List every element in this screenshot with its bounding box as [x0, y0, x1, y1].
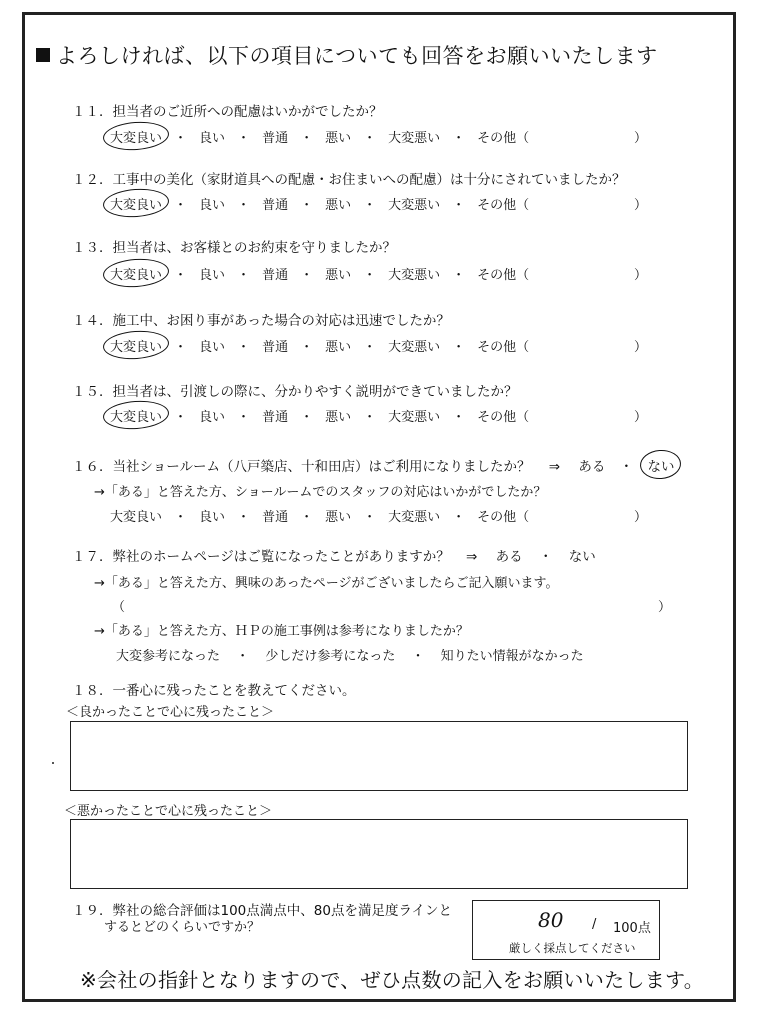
q17-option-no-info[interactable]: 知りたい情報がなかった — [440, 649, 584, 664]
q15-paren-close: ） — [634, 410, 648, 425]
q17-option-slightly-helpful[interactable]: 少しだけ参考になった — [265, 649, 396, 664]
q13-option-very-bad[interactable]: 大変悪い — [388, 268, 441, 283]
q17-label: １７．弊社のホームページはご覧になったことがありますか？ — [72, 549, 450, 565]
q14-paren-close: ） — [634, 340, 648, 355]
q15-option-good[interactable]: 良い — [199, 410, 226, 425]
q14-option-very-bad[interactable]: 大変悪い — [388, 340, 441, 355]
q15-option-other[interactable]: その他（ — [477, 410, 530, 425]
question-18: １８．一番心に残ったことを教えてください。 — [72, 683, 356, 699]
q16-option-no-selected[interactable]: ない — [647, 455, 674, 475]
q17-paren-close: ） — [658, 600, 672, 615]
q18-good-textbox[interactable] — [70, 721, 688, 791]
q13-options: 大変良い ・ 良い ・ 普通 ・ 悪い ・ 大変悪い ・ その他（ ） — [110, 264, 529, 283]
q12-option-very-bad[interactable]: 大変悪い — [388, 198, 441, 213]
q13-option-bad[interactable]: 悪い — [325, 268, 352, 283]
q13-option-normal[interactable]: 普通 — [262, 268, 289, 283]
question-17: １７．弊社のホームページはご覧になったことがありますか？ ⇒ ある ・ ない — [72, 549, 596, 565]
q17-followup2: →「ある」と答えた方、ＨＰの施工事例は参考になりましたか？ — [94, 624, 469, 639]
q12-paren-close: ） — [634, 198, 648, 213]
header-text: よろしければ、以下の項目についても回答をお願いいたします — [56, 44, 658, 68]
q18-bad-textbox[interactable] — [70, 819, 688, 889]
q14-option-bad[interactable]: 悪い — [325, 340, 352, 355]
q15-option-very-good-selected[interactable]: 大変良い — [110, 406, 162, 425]
q17-paren-open: （ — [112, 600, 126, 615]
square-bullet-icon — [36, 48, 50, 62]
q14-option-very-good-selected[interactable]: 大変良い — [110, 336, 162, 355]
q12-option-other[interactable]: その他（ — [477, 198, 530, 213]
q16-label: １６．当社ショールーム（八戸築店、十和田店）はご利用になりましたか？ — [72, 459, 531, 475]
footer-note: ※会社の指針となりますので、ぜひ点数の記入をお願いいたします。 — [80, 968, 705, 992]
q16-option-bad[interactable]: 悪い — [325, 510, 352, 525]
q16-paren-close: ） — [634, 510, 648, 525]
q11-options: 大変良い ・ 良い ・ 普通 ・ 悪い ・ 大変悪い ・ その他（ ） — [110, 127, 529, 146]
score-value[interactable]: 80 — [538, 908, 564, 932]
q13-option-very-good-selected[interactable]: 大変良い — [110, 264, 162, 283]
question-15: １５．担当者は、引渡しの際に、分かりやすく説明ができていましたか？ — [72, 384, 518, 400]
q17-arrow: ⇒ — [466, 549, 478, 565]
question-14: １４．施工中、お困り事があった場合の対応は迅速でしたか？ — [72, 313, 450, 329]
q11-option-normal[interactable]: 普通 — [262, 131, 289, 146]
q11-paren-close: ） — [634, 131, 648, 146]
q18-bad-label: ＜悪かったことで心に残ったこと＞ — [64, 804, 273, 819]
form-header — [36, 40, 736, 70]
score-note: 厳しく採点してください — [509, 941, 636, 955]
q15-options: 大変良い ・ 良い ・ 普通 ・ 悪い ・ 大変悪い ・ その他（ ） — [110, 406, 529, 425]
score-max: 100点 — [613, 921, 651, 936]
q11-option-very-good-selected[interactable]: 大変良い — [110, 127, 162, 146]
q12-options: 大変良い ・ 良い ・ 普通 ・ 悪い ・ 大変悪い ・ その他（ ） — [110, 194, 529, 213]
q11-option-good[interactable]: 良い — [199, 131, 226, 146]
q12-option-bad[interactable]: 悪い — [325, 198, 352, 213]
q16-options: 大変良い ・ 良い ・ 普通 ・ 悪い ・ 大変悪い ・ その他（ ） — [110, 506, 529, 525]
q17-option-yes[interactable]: ある — [495, 549, 523, 565]
q16-option-very-good[interactable]: 大変良い — [110, 510, 163, 525]
q16-option-other[interactable]: その他（ — [477, 510, 530, 525]
q17-option-very-helpful[interactable]: 大変参考になった — [116, 649, 221, 664]
q14-options: 大変良い ・ 良い ・ 普通 ・ 悪い ・ 大変悪い ・ その他（ ） — [110, 336, 529, 355]
question-19-line2: するとどのくらいですか？ — [104, 920, 261, 935]
q13-option-other[interactable]: その他（ — [477, 268, 530, 283]
q17-interest-input[interactable] — [110, 593, 650, 609]
q16-arrow: ⇒ — [548, 459, 561, 475]
question-12: １２．工事中の美化（家財道具への配慮・お住まいへの配慮）は十分にされていましたか？ — [72, 172, 626, 188]
q13-option-good[interactable]: 良い — [199, 268, 226, 283]
q11-option-other[interactable]: その他（ — [477, 131, 530, 146]
question-11: １１．担当者のご近所への配慮はいかがでしたか？ — [72, 104, 383, 120]
q16-option-normal[interactable]: 普通 — [262, 510, 289, 525]
q15-option-normal[interactable]: 普通 — [262, 410, 289, 425]
q12-option-very-good-selected[interactable]: 大変良い — [110, 194, 162, 213]
question-13: １３．担当者は、お客様とのお約束を守りましたか？ — [72, 240, 396, 256]
q18-good-label: ＜良かったことで心に残ったこと＞ — [66, 705, 275, 720]
q12-option-normal[interactable]: 普通 — [262, 198, 289, 213]
q16-option-very-bad[interactable]: 大変悪い — [388, 510, 441, 525]
q17-followup1: →「ある」と答えた方、興味のあったページがございましたらご記入願います。 — [94, 576, 559, 591]
q15-option-very-bad[interactable]: 大変悪い — [388, 410, 441, 425]
q17-hp-options: 大変参考になった ・ 少しだけ参考になった ・ 知りたい情報がなかった — [116, 649, 584, 664]
q13-paren-close: ） — [634, 268, 648, 283]
q14-option-other[interactable]: その他（ — [477, 340, 530, 355]
q12-option-good[interactable]: 良い — [199, 198, 226, 213]
q17-option-no[interactable]: ない — [568, 549, 596, 565]
question-19-line1: １９．弊社の総合評価は100点満点中、80点を満足度ラインと — [72, 903, 453, 919]
score-slash: / — [592, 917, 597, 932]
question-16: １６．当社ショールーム（八戸築店、十和田店）はご利用になりましたか？ ⇒ ある ・ ない — [72, 455, 674, 475]
q16-option-good[interactable]: 良い — [199, 510, 226, 525]
q16-followup: →「ある」と答えた方、ショールームでのスタッフの対応はいかがでしたか？ — [94, 485, 547, 500]
scan-speck — [52, 762, 54, 764]
q11-option-very-bad[interactable]: 大変悪い — [388, 131, 441, 146]
q14-option-good[interactable]: 良い — [199, 340, 226, 355]
q14-option-normal[interactable]: 普通 — [262, 340, 289, 355]
q11-option-bad[interactable]: 悪い — [325, 131, 352, 146]
q15-option-bad[interactable]: 悪い — [325, 410, 352, 425]
q16-option-yes[interactable]: ある — [578, 459, 606, 475]
